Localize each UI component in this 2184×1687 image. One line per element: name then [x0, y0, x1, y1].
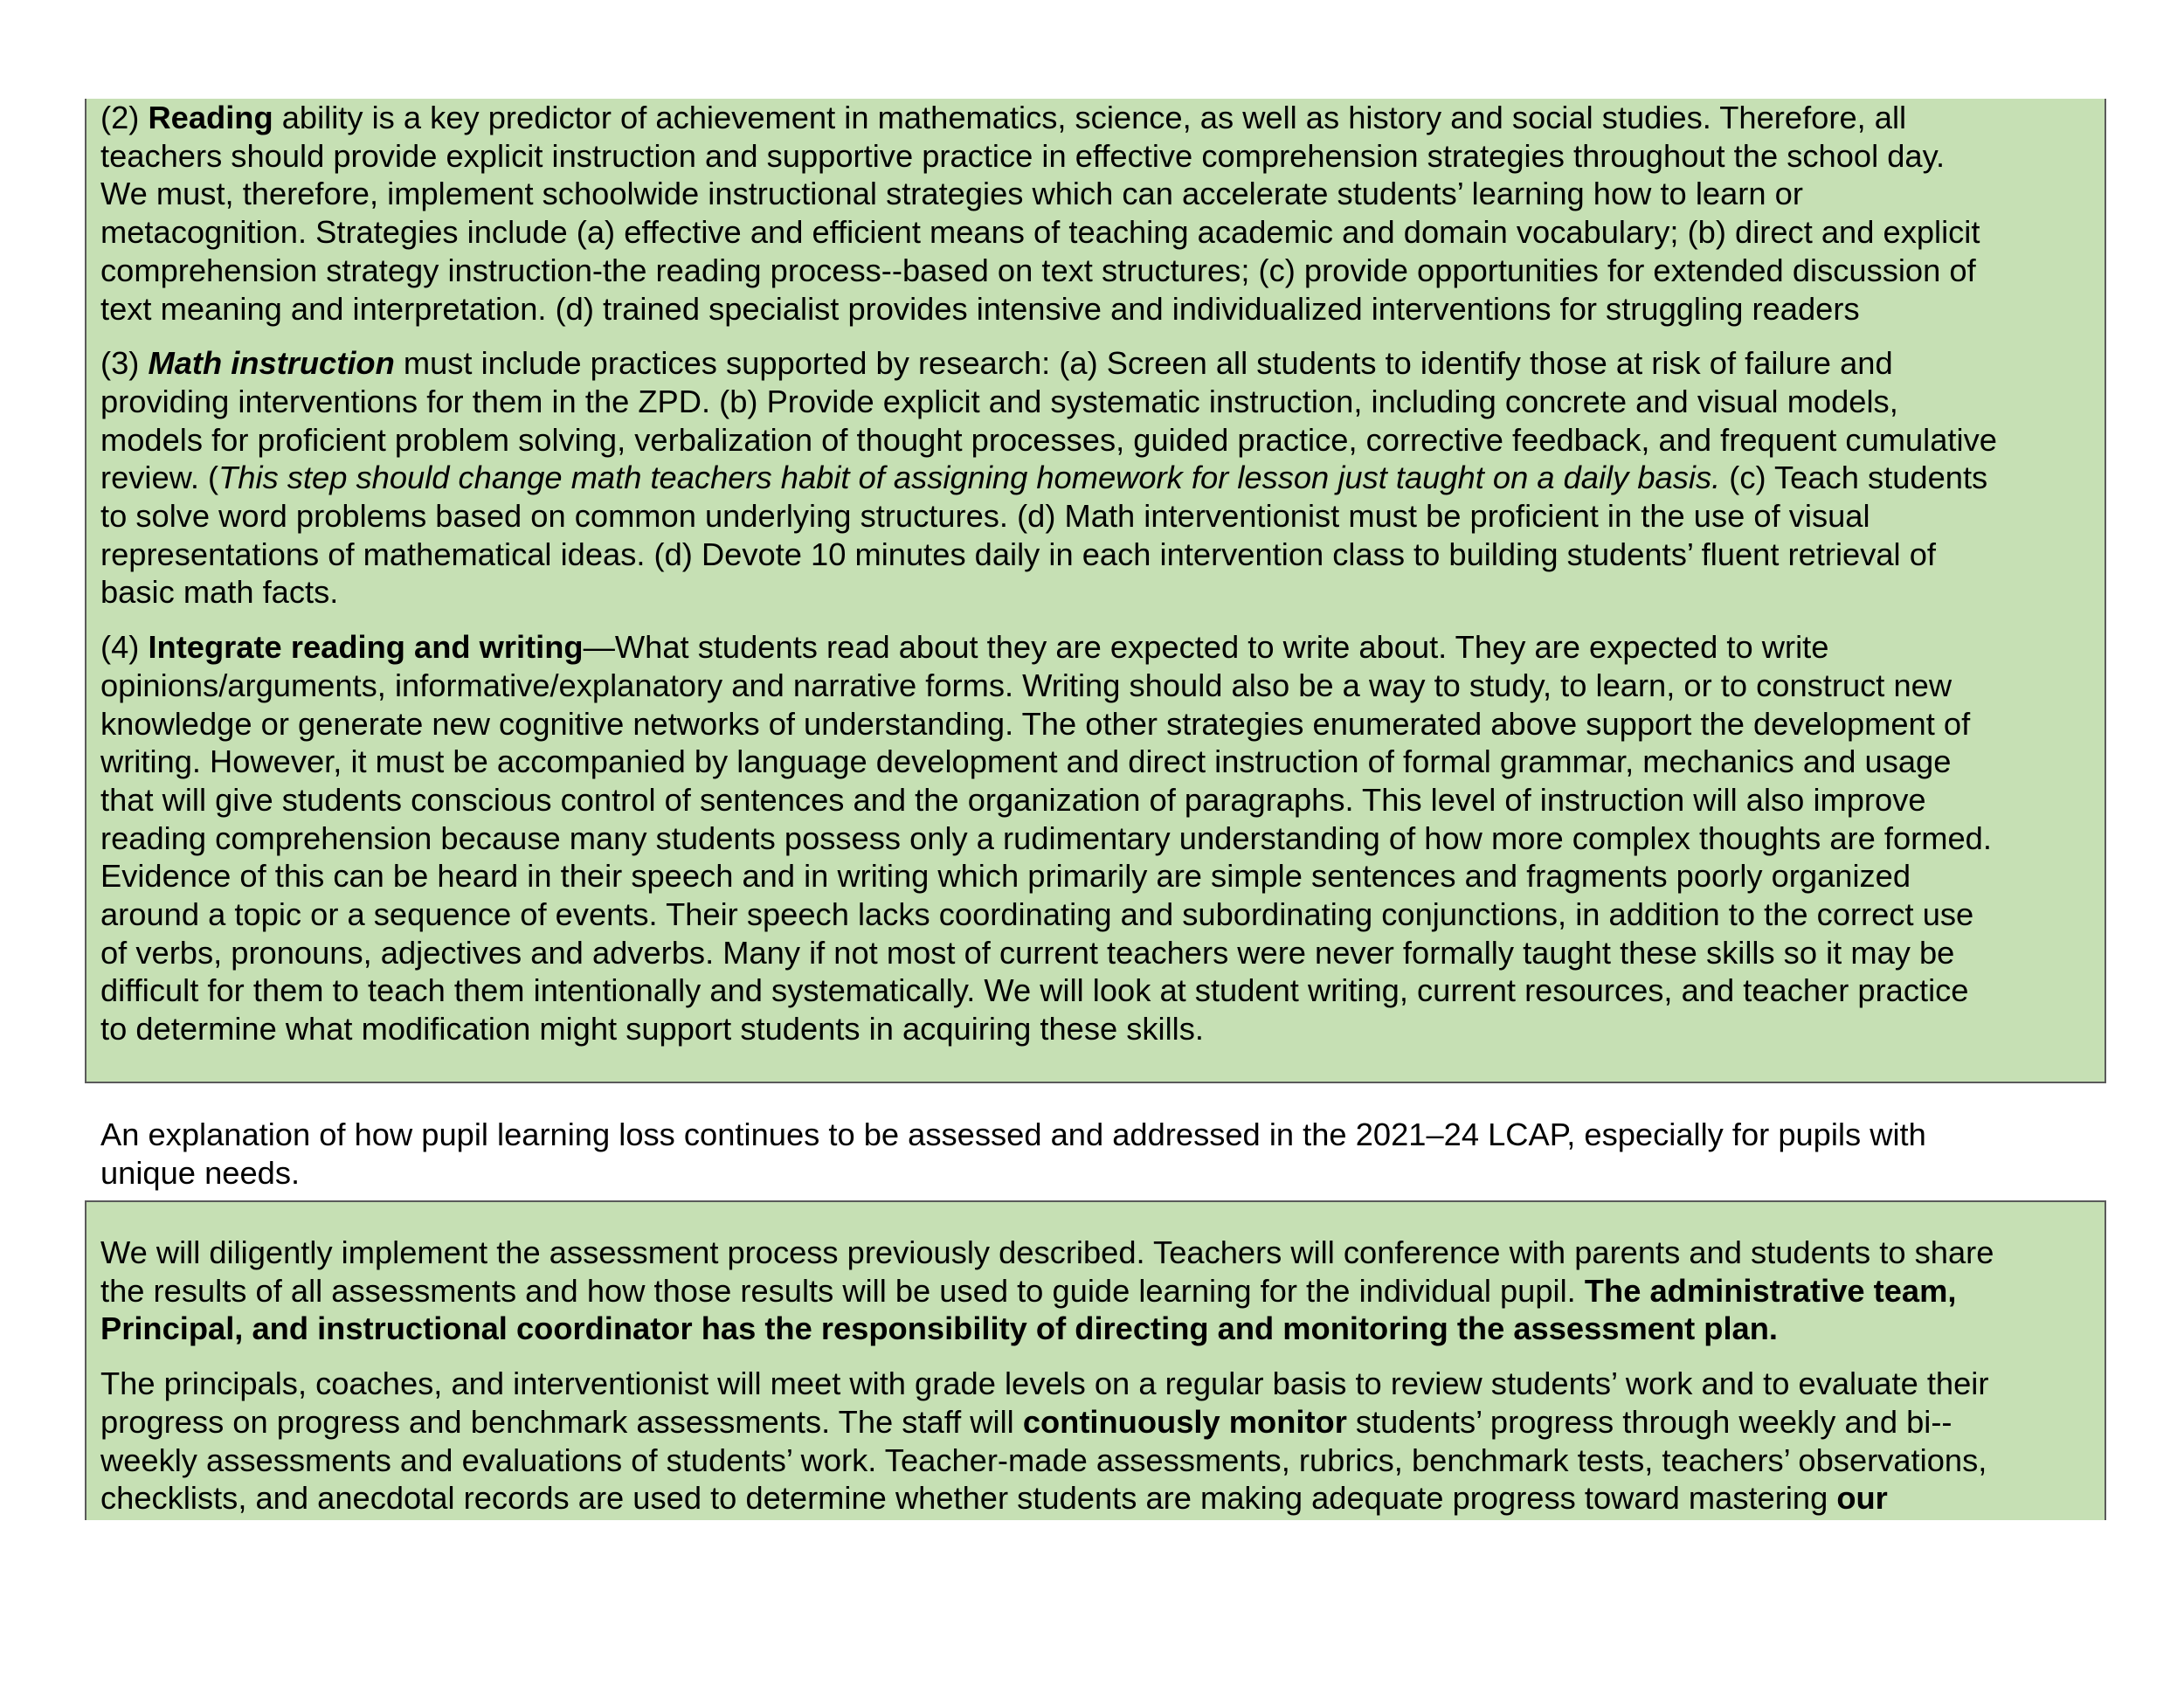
- paragraph-monitoring: The principals, coaches, and interventionist will meet with grade levels on a regular basis to review students’ work and to evaluate their progress on progress and benchmark assessments. The staff will continuously monitor students’ progress through weekly and bi-- weekly assessments and evaluations of students’ work. Teacher-made assessments, rubrics, benchmark tests, teachers’ observations, checklists, and anecdotal records are used to determine whether students are making adequate progress toward mastering our: [100, 1366, 1989, 1517]
- reading-heading: Reading: [148, 100, 273, 135]
- writing-heading: Integrate reading and writing: [148, 629, 584, 666]
- paragraph-math: (3) Math instruction must include practices supported by research: (a) Screen all students to identify those at risk of failure and providing interventions for them in the ZPD. (b) Provide explicit and systematic instruction, including concrete and visual models, models for proficient problem solving, verbalization of thought processes, guided practice, corrective feedback, and frequent cumulative review. (This step should change math teachers habit of assigning homework for lesson just taught on a daily basis. (c) Teach students to solve word problems based on common underlying structures. (d) Math interventionist must be proficient in the use of visual representations of mathematical ideas. (d) Devote 10 minutes daily in each intervention class to building students’ fluent retrieval of basic math facts.: [100, 345, 1997, 611]
- item-number: (4): [100, 629, 149, 666]
- response-box-assessment: [85, 1200, 2106, 1520]
- math-note: This step should change math teachers habit of assigning homework for lesson just taught on a daily basis.: [218, 460, 1721, 496]
- responsibility-statement: Principal, and instructional coordinator has the responsibility of directing and monitoring the assessment plan.: [100, 1310, 1778, 1347]
- response-box-strategies: [85, 99, 2106, 1083]
- monitor-emphasis: continuously monitor: [1022, 1403, 1347, 1440]
- paragraph-reading: (2) Reading ability is a key predictor of achievement in mathematics, science, as well as history and social studies. Therefore, all teachers should provide explicit instruction and supportive practice in effective comprehension strategies throughout the school day. We must, therefore, implement schoolwide instructional strategies which can accelerate students’ learning how to learn or metacognition. Strategies include (a) effective and efficient means of teaching academic and domain vocabulary; (b) direct and explicit comprehension strategy instruction-the reading process--based on text structures; (c) provide opportunities for extended discussion of text meaning and interpretation. (d) trained specialist provides intensive and individualized interventions for struggling readers: [100, 100, 1980, 327]
- item-number: (2): [100, 100, 149, 135]
- item-number: (3): [100, 345, 149, 382]
- paragraph-writing: (4) Integrate reading and writing—What students read about they are expected to write about. They are expected to write opinions/arguments, informative/explanatory and narrative forms. Writing should also be a way to study, to learn, or to construct new knowledge or generate new cognitive networks of understanding. The other strategies enumerated above support the development of writing. However, it must be accompanied by language development and direct instruction of formal grammar, mechanics and usage that will give students conscious control of sentences and the organization of paragraphs. This level of instruction will also improve reading comprehension because many students possess only a rudimentary understanding of how more complex thoughts are formed. Evidence of this can be heard in their speech and in writing which primarily are simple sentences and fragments poorly organized around a topic or a sequence of events. Their speech lacks coordinating and subordinating conjunctions, in addition to the correct use of verbs, pronouns, adjectives and adverbs. Many if not most of current teachers were never formally taught these skills so it may be difficult for them to teach them intentionally and systematically. We will look at student writing, current resources, and teacher practice to determine what modification might support students in acquiring these skills.: [100, 629, 1992, 1047]
- paragraph-assessment-process: We will diligently implement the assessment process previously described. Teachers will conference with parents and students to share the results of all assessments and how those results will be used to guide learning for the individual pupil. The administrative team, Principal, and instructional coordinator has the responsibility of directing and monitoring the assessment plan.: [100, 1234, 2091, 1348]
- section-prompt: An explanation of how pupil learning loss continues to be assessed and addressed in the 2021–24 LCAP, especially for pupils with unique needs.: [100, 1117, 1926, 1191]
- math-heading: Math instruction: [148, 345, 395, 382]
